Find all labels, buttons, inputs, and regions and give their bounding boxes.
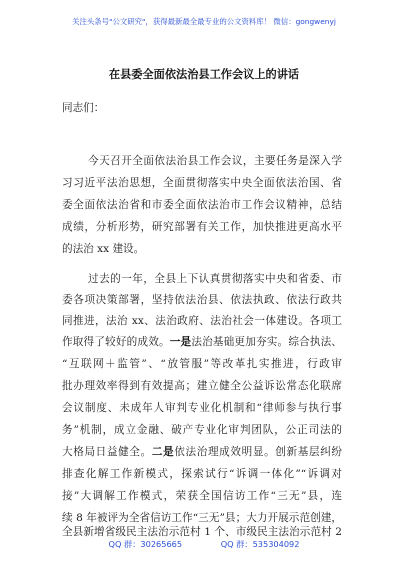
paragraph-line: 同推进，法治 xx、法治政府、法治社会一体建设。各项工 <box>62 315 342 327</box>
paragraph-line: 务”机制，成立金融、破产专业化审判团队，公正司法的 <box>62 424 342 436</box>
paragraph-line: 接”大调解工作模式，荣获全国信访工作“三无”县，连 <box>62 490 342 502</box>
top-banner: 关注头条号"公文研究"，获得最新最全最专业的公文资料库！ 微信：gongwenyj <box>72 17 336 26</box>
paragraph-line: “互联网＋监管”、“放管服”等改革扎实推进，行政审 <box>62 358 342 370</box>
paragraph-line: 排查化解工作新模式，探索试行“诉调一体化”“诉调对 <box>62 468 342 480</box>
bold-label-first: 一是 <box>169 336 192 348</box>
paragraph-line: 成绩，分析形势，研究部署有关工作，加快推进更高水平 <box>62 221 342 233</box>
page-title: 在县委全面依法治县工作会议上的讲话 <box>108 68 300 81</box>
paragraph-line: 的法治 xx 建设。 <box>62 243 145 255</box>
paragraph-line: 今天召开全面依法治县工作会议，主要任务是深入学 <box>88 155 342 167</box>
paragraph-line: 委各项决策部署，坚持依法治县、依法执政、依法行政共 <box>62 294 342 306</box>
footer-qq-group-2: QQ 群：535304092 <box>220 539 300 549</box>
footer-qq-group-1: QQ 群：30265665 <box>108 539 183 549</box>
paragraph-line: 续 8 年被评为全省信访工作“三无”县；大力开展示范创建， <box>62 512 342 524</box>
paragraph-line: 习习近平法治思想，全面贯彻落实中央全面依法治国、省 <box>62 177 342 189</box>
paragraph-line: 会议制度、未成年人审判专业化机制和“律师参与执行事 <box>62 402 342 414</box>
paragraph-line: 委全面依法治省和市委全面依法治市工作会议精神，总结 <box>62 199 342 211</box>
salutation: 同志们： <box>62 102 105 114</box>
paragraph-line: 批办理效率得到有效提高；建立健全公益诉讼常态化联席 <box>62 380 342 392</box>
paragraph-line: 作取得了较好的成效。一是法治基础更加夯实。综合执法、 <box>62 336 343 348</box>
paragraph-line: 全县新增省级民主法治示范村 1 个、市级民主法治示范村 2 <box>62 526 342 538</box>
footer <box>0 539 408 550</box>
paragraph-line: 过去的一年，全县上下认真贯彻落实中央和省委、市 <box>88 273 342 285</box>
bold-label-second: 二是 <box>151 446 175 458</box>
paragraph-line: 大格局日益健全。二是依法治理成效明显。创新基层纠纷 <box>62 446 343 458</box>
